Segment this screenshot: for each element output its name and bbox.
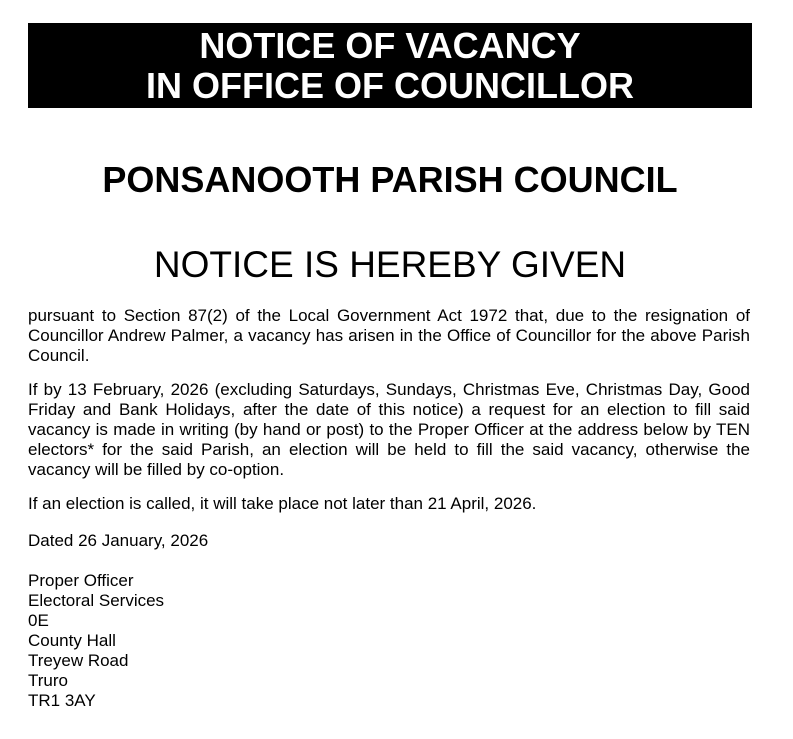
address-line-proper-officer: Proper Officer bbox=[28, 571, 134, 590]
dated-line: Dated 26 January, 2026 bbox=[28, 531, 209, 550]
banner-line-2: IN OFFICE OF COUNCILLOR bbox=[146, 64, 634, 106]
address-line-electoral-services: Electoral Services bbox=[28, 591, 165, 610]
notice-body bbox=[28, 306, 750, 711]
address-line-postcode: TR1 3AY bbox=[28, 691, 96, 710]
paragraph-pursuant: pursuant to Section 87(2) of the Local Government Act 1972 that, due to the resignation of Councillor Andrew Palmer, a vacancy has arisen in the Office of Councillor for the above Parish Council. bbox=[28, 306, 750, 365]
address-line-office: 0E bbox=[28, 611, 49, 630]
paragraph-election-date: If an election is called, it will take place not later than 21 April, 2026. bbox=[28, 494, 537, 513]
notice-given-heading: NOTICE IS HEREBY GIVEN bbox=[153, 244, 627, 285]
parish-council-heading: PONSANOOTH PARISH COUNCIL bbox=[102, 159, 678, 200]
notice-banner bbox=[28, 23, 752, 108]
address-block bbox=[28, 571, 750, 711]
banner-line-1: NOTICE OF VACANCY bbox=[199, 24, 581, 66]
address-line-county-hall: County Hall bbox=[28, 631, 116, 650]
address-line-treyew-road: Treyew Road bbox=[28, 651, 129, 670]
address-line-truro: Truro bbox=[28, 671, 68, 690]
paragraph-election-request: If by 13 February, 2026 (excluding Saturdays, Sundays, Christmas Eve, Christmas Day, Good Friday and Bank Holidays, after the date of this notice) a request for an election to fill said vacancy is made in writing (by hand or post) to the Proper Officer at the address below by TEN electors* for the said Parish, an election will be held to fill the said vacancy, otherwise the vacancy will be filled by co-option. bbox=[28, 380, 750, 479]
